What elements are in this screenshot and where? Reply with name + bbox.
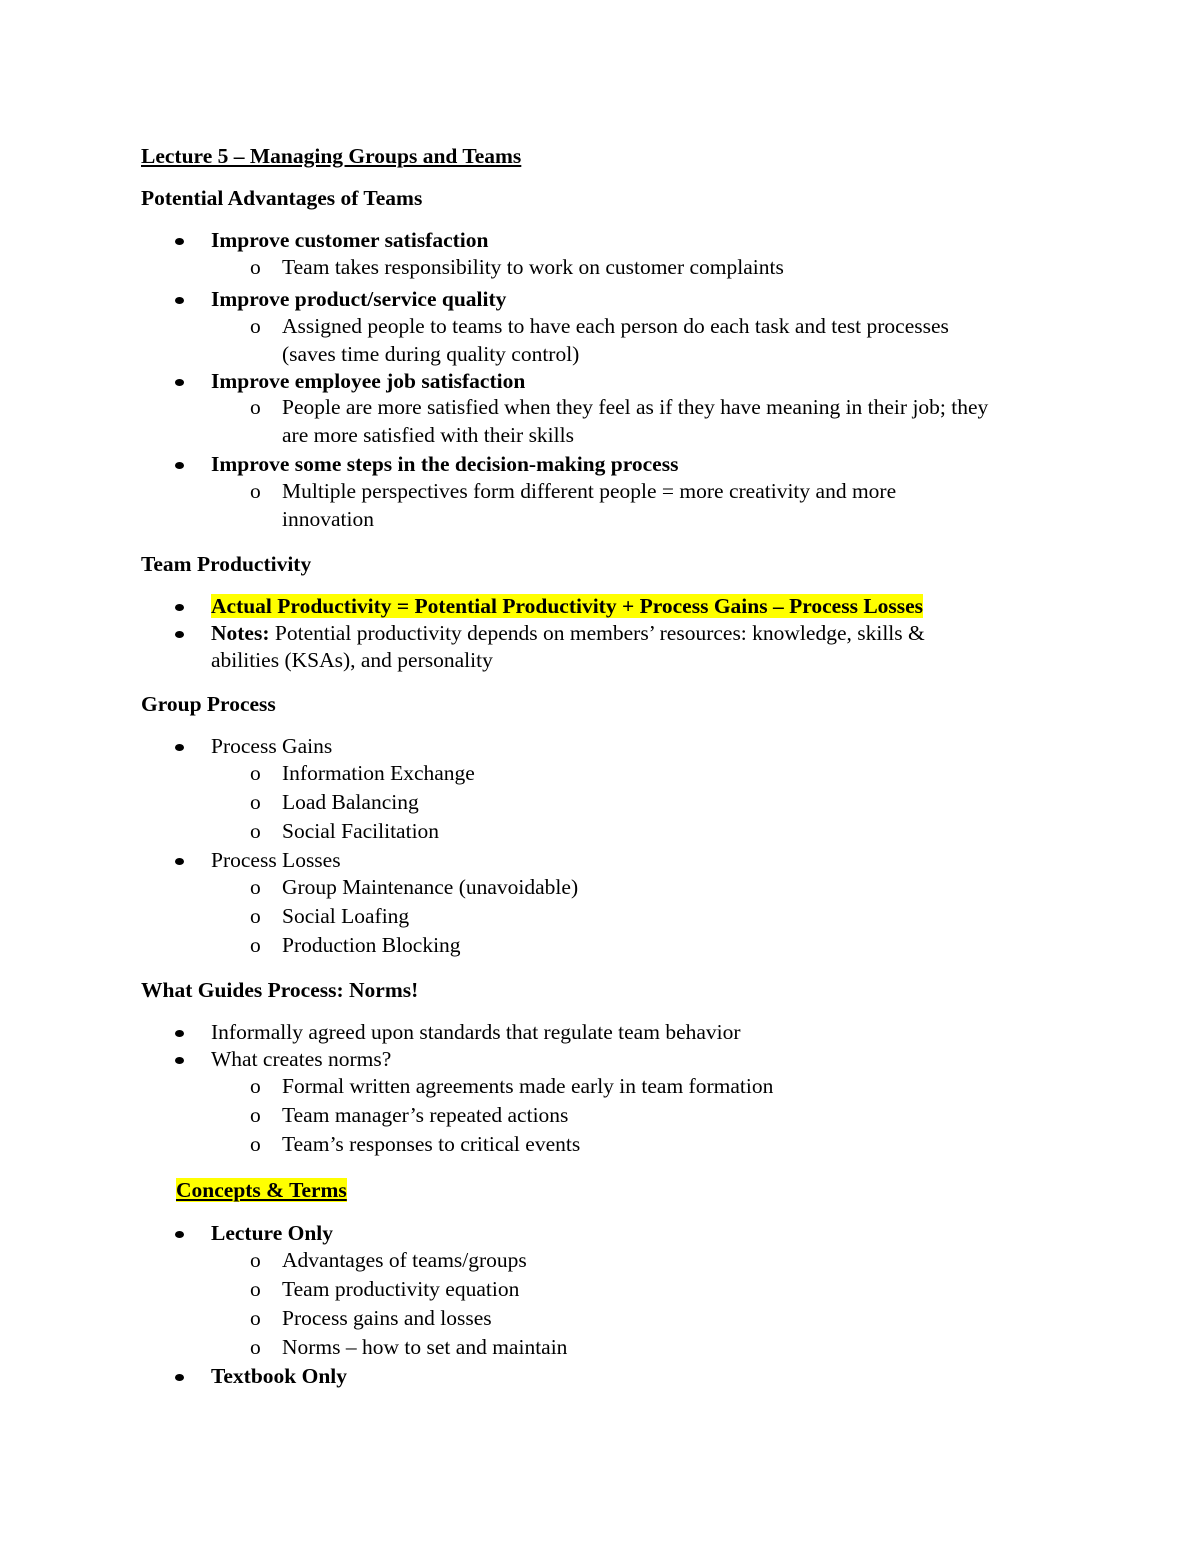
bullet-item-continuation: abilities (KSAs), and personality bbox=[211, 648, 493, 672]
sub-item: o Team takes responsibility to work on customer complaints bbox=[250, 255, 784, 279]
bullet-item: What creates norms? bbox=[141, 1045, 1061, 1073]
circle-bullet-icon: o bbox=[250, 479, 261, 503]
bullet-item: Lecture Only bbox=[141, 1219, 1061, 1247]
bullet-icon bbox=[175, 462, 184, 469]
bullet-icon bbox=[175, 379, 184, 386]
sub-item: o Group Maintenance (unavoidable) bbox=[250, 875, 579, 899]
section-heading-productivity: Team Productivity bbox=[141, 552, 312, 576]
bullet-item: Improve product/service quality bbox=[141, 285, 1061, 313]
bullet-item-equation bbox=[141, 592, 1061, 620]
circle-bullet-icon: o bbox=[250, 1306, 261, 1330]
circle-bullet-icon: o bbox=[250, 819, 261, 843]
sub-item-continuation: are more satisfied with their skills bbox=[282, 423, 574, 447]
bullet-icon bbox=[175, 1057, 184, 1064]
circle-bullet-icon: o bbox=[250, 875, 261, 899]
bullet-icon bbox=[175, 744, 184, 751]
bullet-item: Textbook Only bbox=[141, 1362, 1061, 1390]
highlighted-equation: Actual Productivity = Potential Productivity + Process Gains – Process Losses bbox=[211, 594, 924, 618]
sub-item: o Formal written agreements made early in team formation bbox=[250, 1074, 774, 1098]
sub-item: o Advantages of teams/groups bbox=[250, 1248, 527, 1272]
sub-item: o Norms – how to set and maintain bbox=[250, 1335, 568, 1359]
bullet-item: Improve employee job satisfaction bbox=[141, 367, 1061, 395]
sub-item: o Production Blocking bbox=[250, 933, 461, 957]
circle-bullet-icon: o bbox=[250, 790, 261, 814]
sub-item: o Team’s responses to critical events bbox=[250, 1132, 581, 1156]
document-page bbox=[141, 142, 1061, 1388]
circle-bullet-icon: o bbox=[250, 1103, 261, 1127]
circle-bullet-icon: o bbox=[250, 904, 261, 928]
circle-bullet-icon: o bbox=[250, 314, 261, 338]
bullet-item-notes: Notes: Potential productivity depends on members’ resources: knowledge, skills & bbox=[141, 619, 1061, 647]
section-heading-concepts-row bbox=[141, 1176, 1061, 1204]
bullet-icon bbox=[175, 297, 184, 304]
circle-bullet-icon: o bbox=[250, 1248, 261, 1272]
bullet-icon bbox=[175, 604, 184, 611]
circle-bullet-icon: o bbox=[250, 1335, 261, 1359]
circle-bullet-icon: o bbox=[250, 395, 261, 419]
sub-item: o Multiple perspectives form different people = more creativity and more bbox=[250, 479, 897, 503]
bullet-item: Process Gains bbox=[141, 732, 1061, 760]
sub-item-continuation: innovation bbox=[282, 507, 374, 531]
sub-item-continuation: (saves time during quality control) bbox=[282, 342, 580, 366]
sub-item: o Load Balancing bbox=[250, 790, 419, 814]
sub-item: o Social Facilitation bbox=[250, 819, 440, 843]
bullet-icon bbox=[175, 1374, 184, 1381]
bullet-icon bbox=[175, 1030, 184, 1037]
bullet-item: Improve customer satisfaction bbox=[141, 226, 1061, 254]
bullet-icon bbox=[175, 858, 184, 865]
bullet-icon bbox=[175, 238, 184, 245]
bullet-item: Informally agreed upon standards that regulate team behavior bbox=[141, 1018, 1061, 1046]
section-heading-group-process: Group Process bbox=[141, 692, 276, 716]
section-heading-advantages: Potential Advantages of Teams bbox=[141, 186, 423, 210]
bullet-item: Process Losses bbox=[141, 846, 1061, 874]
sub-item: o Team productivity equation bbox=[250, 1277, 520, 1301]
sub-item: o Information Exchange bbox=[250, 761, 475, 785]
circle-bullet-icon: o bbox=[250, 1277, 261, 1301]
sub-item: o Social Loafing bbox=[250, 904, 410, 928]
circle-bullet-icon: o bbox=[250, 1132, 261, 1156]
circle-bullet-icon: o bbox=[250, 933, 261, 957]
sub-item: o People are more satisfied when they feel as if they have meaning in their job; they bbox=[250, 395, 989, 419]
page-title: Lecture 5 – Managing Groups and Teams bbox=[141, 144, 522, 168]
sub-item: o Team manager’s repeated actions bbox=[250, 1103, 569, 1127]
section-heading-concepts: Concepts & Terms bbox=[176, 1178, 347, 1202]
circle-bullet-icon: o bbox=[250, 1074, 261, 1098]
circle-bullet-icon: o bbox=[250, 761, 261, 785]
bullet-icon bbox=[175, 631, 184, 638]
circle-bullet-icon: o bbox=[250, 255, 261, 279]
sub-item: o Assigned people to teams to have each person do each task and test processes bbox=[250, 314, 949, 338]
sub-item: o Process gains and losses bbox=[250, 1306, 492, 1330]
section-heading-norms: What Guides Process: Norms! bbox=[141, 978, 419, 1002]
bullet-icon bbox=[175, 1231, 184, 1238]
bullet-item: Improve some steps in the decision-making process bbox=[141, 450, 1061, 478]
